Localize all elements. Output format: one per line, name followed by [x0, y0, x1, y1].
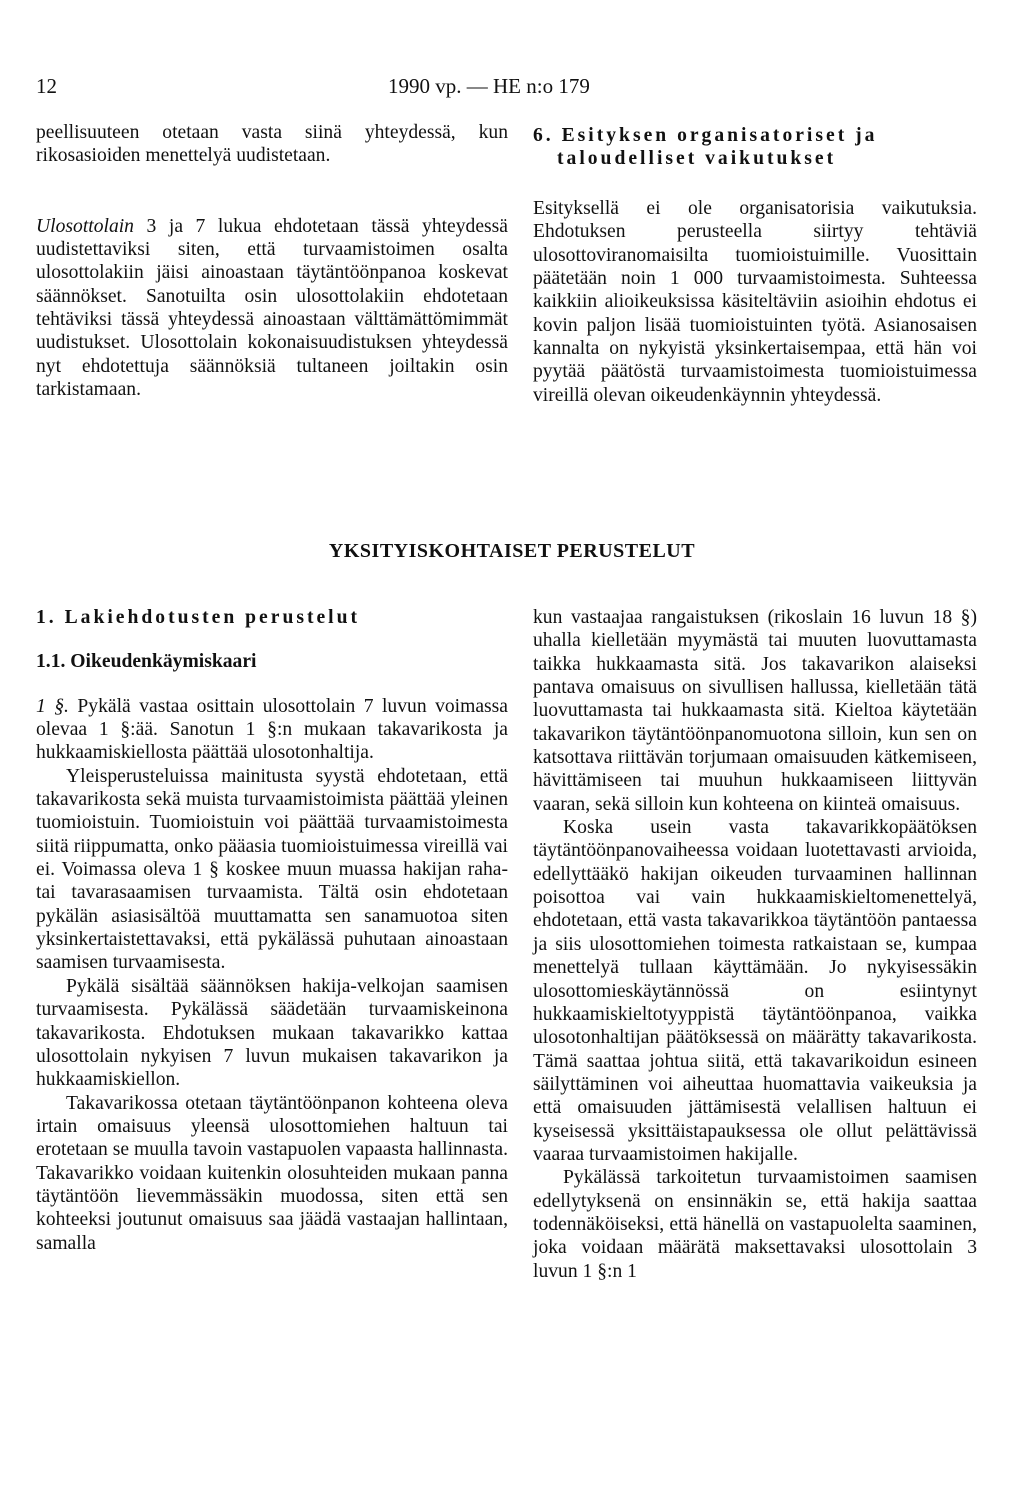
section-ref: 1 §. — [36, 695, 69, 717]
paragraph: Koska usein vasta takavarikkopäätöksen täytäntöönpanovaiheessa voidaan luotettavasti arvioida, edellyttääkö hakijan oikeuden turvaaminen hallinnan poisottoa vai vain hukkaamiskieltomenettelyä, ehdotetaan, että vasta takavarikkoa täytäntöön pantaessa ja siis ulosottomiehen toimesta ratkaistaan se, kumpaa menettelyä tullaan käyttämään. Jo nykyisessäkin ulosottomieskäytännössä on esiintynyt hukkaamiskieltotyyppistä täytäntöönpanoa, vaikka ulosotonhaltijan päätöksessä on määrätty takavarikosta. Tämä saattaa johtua siitä, että takavarikoidun esineen säilyttäminen voi aiheuttaa huomattavia vaikeuksia ja että omaisuuden jättämisestä velallisen haltuun ei kyseisessä yksittäistapauksessa ole ollut pelättävissä vaaraa turvaamistoimen hakijalle. — [533, 817, 977, 1165]
section-heading-line: taloudelliset vaikutukset — [557, 148, 837, 169]
bottom-left-column — [36, 606, 508, 1255]
chapter-heading: 1. Lakiehdotusten perustelut — [36, 607, 361, 628]
page-number: 12 — [36, 74, 57, 98]
section-heading — [533, 124, 977, 170]
paragraph-text: 3 ja 7 lukua ehdotetaan tässä yhteydessä uudistettaviksi siten, että turvaamistoimen osalta ulosottolakiin jäisi ainoastaan täytäntöönpanoa koskevat säännökset. Sanotuilta osin ulosottolakiin ehdotetaan tehtäviksi tässä yhteydessä ainoastaan välttämättömimmät uudistukset. Ulosottolain kokonaisuudistuksen yhteydessä nyt ehdotettuja säännöksiä tultaneen joiltakin osin tarkistamaan. — [36, 215, 508, 401]
section-heading-line: 6. Esityksen organisatoriset ja — [533, 125, 878, 146]
paragraph: Pykälässä tarkoitetun turvaamistoimen saamisen edellytyksenä on ensinnäkin se, että hakija saattaa todennäköiseksi, että hänellä on vastapuolelta saaminen, joka voidaan määrätä maksettavaksi ulosottolain 3 luvun 1 §:n 1 — [533, 1167, 977, 1282]
paragraph — [36, 695, 508, 765]
subsection-heading: 1.1. Oikeudenkäymiskaari — [36, 651, 257, 673]
paragraph: kun vastaajaa rangaistuksen (rikoslain 16 luvun 18 §) uhalla kielletään myymästä tai muuten luovuttamasta taikka hukkaamasta sitä. Jos takavarikon alaiseksi pantava omaisuus on sivullisen hallussa, kielletään tätä luovuttamasta tai hukkaamasta sitä. Kieltoa käytetään takavarikon täytäntöönpanomuotona silloin, kun sen on katsottava riittävän torjumaan omaisuuden kätkemiseen, hävittämiseen tai muuhun hukkaamiseen liittyvän vaaran, sekä silloin kun kohteena on kiinteä omaisuus. — [533, 607, 977, 815]
bottom-right-column — [533, 606, 977, 1283]
paragraph: Esityksellä ei ole organisatorisia vaikutuksia. Ehdotuksen perusteella siirtyy tehtäviä ulosottoviranomaisilta tuomioistuimille. Vuosittain päätetään noin 1 000 turvaamistoimesta. Suhteessa kaikkiin alioikeuksissa käsiteltäviin asioihin ehdotus ei kovin paljon lisää tuomioistuinten työtä. Asianosaisen kannalta on nykyistä yksinkertaisempaa, että hän voi pyytää päätöstä turvaamistoimesta tuomioistuimessa vireillä olevan oikeudenkäynnin yhteydessä. — [533, 198, 977, 406]
paragraph: peellisuuteen otetaan vasta siinä yhteydessä, kun rikosasioiden menettelyä uudistetaan. — [36, 122, 508, 167]
main-heading: YKSITYISKOHTAISET PERUSTELUT — [328, 540, 696, 562]
paragraph: Takavarikossa otetaan täytäntöönpanon kohteena oleva irtain omaisuus yleensä ulosottomiehen haltuun tai erotetaan se muulla tavoin vastapuolen vapaasta hallinnasta. Takavarikko voidaan kuitenkin olosuhteiden mukaan panna täytäntöön lievemmässäkin muodossa, siten että sen kohteeksi joutunut omaisuus saa jäädä vastaajan hallintaan, samalla — [36, 1092, 508, 1254]
top-right-column — [533, 124, 977, 407]
paragraph — [36, 215, 508, 402]
paragraph: Yleisperusteluissa mainitusta syystä ehdotetaan, että takavarikosta sekä muista turvaamistoimista päättää yleinen tuomioistuin. Tuomioistuin voi päättää turvaamistoimesta siitä riippumatta, onko pääasia tuomioistuimessa vireillä vai ei. Voimassa oleva 1 § koskee muun muassa hakijan raha- tai tavarasaamisen turvaamista. Tältä osin ehdotetaan pykälän asiasisältöä muuttamatta sen sanamuotoa siten yksinkertaistettavaksi, että pykälässä puhutaan ainoastaan saamisen turvaamisesta. — [36, 765, 508, 974]
paragraph-text: Pykälä vastaa osittain ulosottolain 7 luvun voimassa olevaa 1 §:ää. Sanotun 1 §:n mukaan takavarikosta ja hukkaamiskiellosta päättää ulosotonhaltija. — [36, 695, 509, 764]
paragraph: Pykälä sisältää säännöksen hakija-velkojan saamisen turvaamisesta. Pykälässä säädetään turvaamiskeinona takavarikosta. Ehdotuksen mukaan takavarikko kattaa ulosottolain nykyisen 7 luvun mukaisen takavarikon ja hukkaamiskiellon. — [36, 975, 508, 1091]
running-head: 1990 vp. — HE n:o 179 — [388, 74, 590, 98]
top-left-column — [36, 121, 508, 401]
italic-term: Ulosottolain — [36, 215, 134, 237]
